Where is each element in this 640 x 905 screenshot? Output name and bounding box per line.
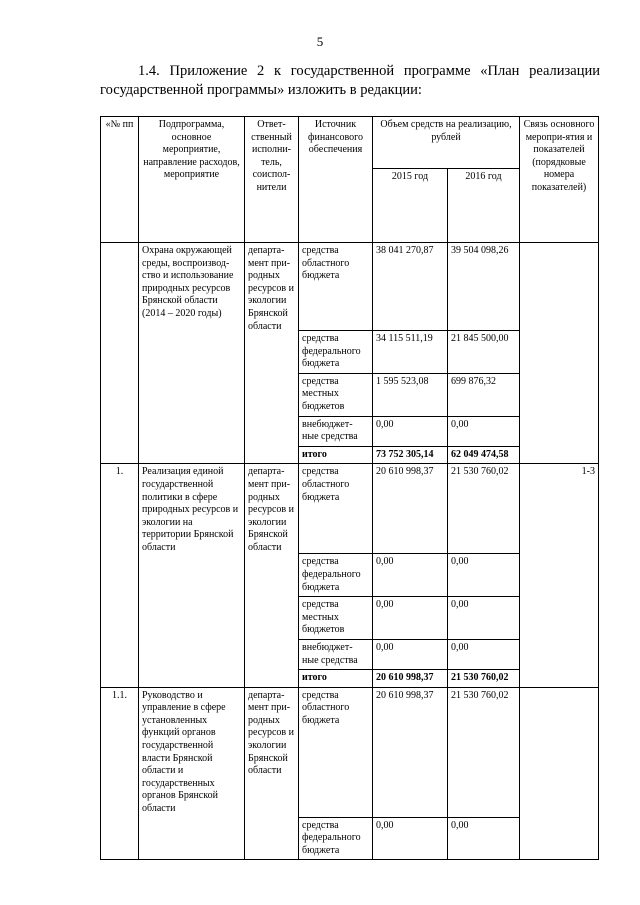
row-subprogram: Реализация единой государственной политики в сфере природных ресурсов и экологии на территории Брянской области bbox=[139, 464, 245, 687]
row-subprogram: Охрана окружающей среды, воспроизвод-ство и использование природных ресурсов Брянской области (2014 – 2020 годы) bbox=[139, 243, 245, 464]
row-value-2015: 38 041 270,87 bbox=[373, 243, 448, 331]
row-value-2016: 21 530 760,02 bbox=[448, 687, 520, 817]
row-value-2016: 699 876,32 bbox=[448, 373, 520, 416]
row-value-2015: 0,00 bbox=[373, 817, 448, 860]
row-value-2015: 0,00 bbox=[373, 597, 448, 640]
row-source: средства федерального бюджета bbox=[299, 331, 373, 374]
row-source-total: итого bbox=[299, 670, 373, 688]
row-source: средства местных бюджетов bbox=[299, 597, 373, 640]
row-link bbox=[520, 243, 599, 464]
table-row bbox=[101, 243, 599, 331]
intro-text: 1.4. Приложение 2 к государственной программе «План реализации государственной программы» изложить в редакции: bbox=[100, 63, 600, 98]
plan-table bbox=[100, 116, 599, 860]
row-num: 1. bbox=[101, 464, 139, 687]
row-value-2015: 1 595 523,08 bbox=[373, 373, 448, 416]
header-subprogram: Подпрограмма, основное мероприятие, направление расходов, мероприятие bbox=[139, 117, 245, 243]
page-number: 5 bbox=[316, 34, 324, 49]
row-total-2016: 21 530 760,02 bbox=[448, 670, 520, 688]
header-link: Связь основного меропри-ятия и показателей (порядковые номера показателей) bbox=[520, 117, 599, 243]
row-source: средства областного бюджета bbox=[299, 464, 373, 554]
row-num bbox=[101, 243, 139, 464]
intro-paragraph bbox=[100, 62, 600, 100]
row-value-2015: 20 610 998,37 bbox=[373, 464, 448, 554]
row-link bbox=[520, 687, 599, 860]
row-source: средства областного бюджета bbox=[299, 687, 373, 817]
row-subprogram: Руководство и управление в сфере установленных функций органов государственной власти Брянской области и государственных органов Брянской области bbox=[139, 687, 245, 860]
row-source: средства федерального бюджета bbox=[299, 554, 373, 597]
header-year-2016: 2016 год bbox=[448, 169, 520, 243]
row-value-2016: 0,00 bbox=[448, 597, 520, 640]
row-responsible: департа-мент при-родных ресурсов и экологии Брянской области bbox=[245, 243, 299, 464]
row-total-2015: 73 752 305,14 bbox=[373, 446, 448, 464]
header-year-2015: 2015 год bbox=[373, 169, 448, 243]
table-row bbox=[101, 464, 599, 554]
row-value-2015: 0,00 bbox=[373, 554, 448, 597]
row-responsible: департа-мент при-родных ресурсов и экологии Брянской области bbox=[245, 687, 299, 860]
row-total-2015: 20 610 998,37 bbox=[373, 670, 448, 688]
row-link: 1-3 bbox=[520, 464, 599, 687]
row-source: внебюджет-ные средства bbox=[299, 639, 373, 669]
row-source-total: итого bbox=[299, 446, 373, 464]
row-value-2016: 0,00 bbox=[448, 639, 520, 669]
row-source: внебюджет-ные средства bbox=[299, 416, 373, 446]
header-source: Источник финансового обеспечения bbox=[299, 117, 373, 243]
table-row bbox=[101, 687, 599, 817]
header-num: «№ пп bbox=[101, 117, 139, 243]
row-value-2016: 0,00 bbox=[448, 817, 520, 860]
row-source: средства федерального бюджета bbox=[299, 817, 373, 860]
row-value-2015: 34 115 511,19 bbox=[373, 331, 448, 374]
row-source: средства областного бюджета bbox=[299, 243, 373, 331]
row-value-2016: 0,00 bbox=[448, 416, 520, 446]
row-value-2016: 0,00 bbox=[448, 554, 520, 597]
row-value-2015: 0,00 bbox=[373, 639, 448, 669]
row-value-2015: 20 610 998,37 bbox=[373, 687, 448, 817]
row-value-2016: 21 530 760,02 bbox=[448, 464, 520, 554]
row-value-2016: 39 504 098,26 bbox=[448, 243, 520, 331]
row-responsible: департа-мент при-родных ресурсов и экологии Брянской области bbox=[245, 464, 299, 687]
row-source: средства местных бюджетов bbox=[299, 373, 373, 416]
row-value-2016: 21 845 500,00 bbox=[448, 331, 520, 374]
header-volume: Объем средств на реализацию, рублей bbox=[373, 117, 520, 169]
row-value-2015: 0,00 bbox=[373, 416, 448, 446]
header-responsible: Ответ-ственный исполни-тель, соиспол-нители bbox=[245, 117, 299, 243]
row-num: 1.1. bbox=[101, 687, 139, 860]
row-total-2016: 62 049 474,58 bbox=[448, 446, 520, 464]
